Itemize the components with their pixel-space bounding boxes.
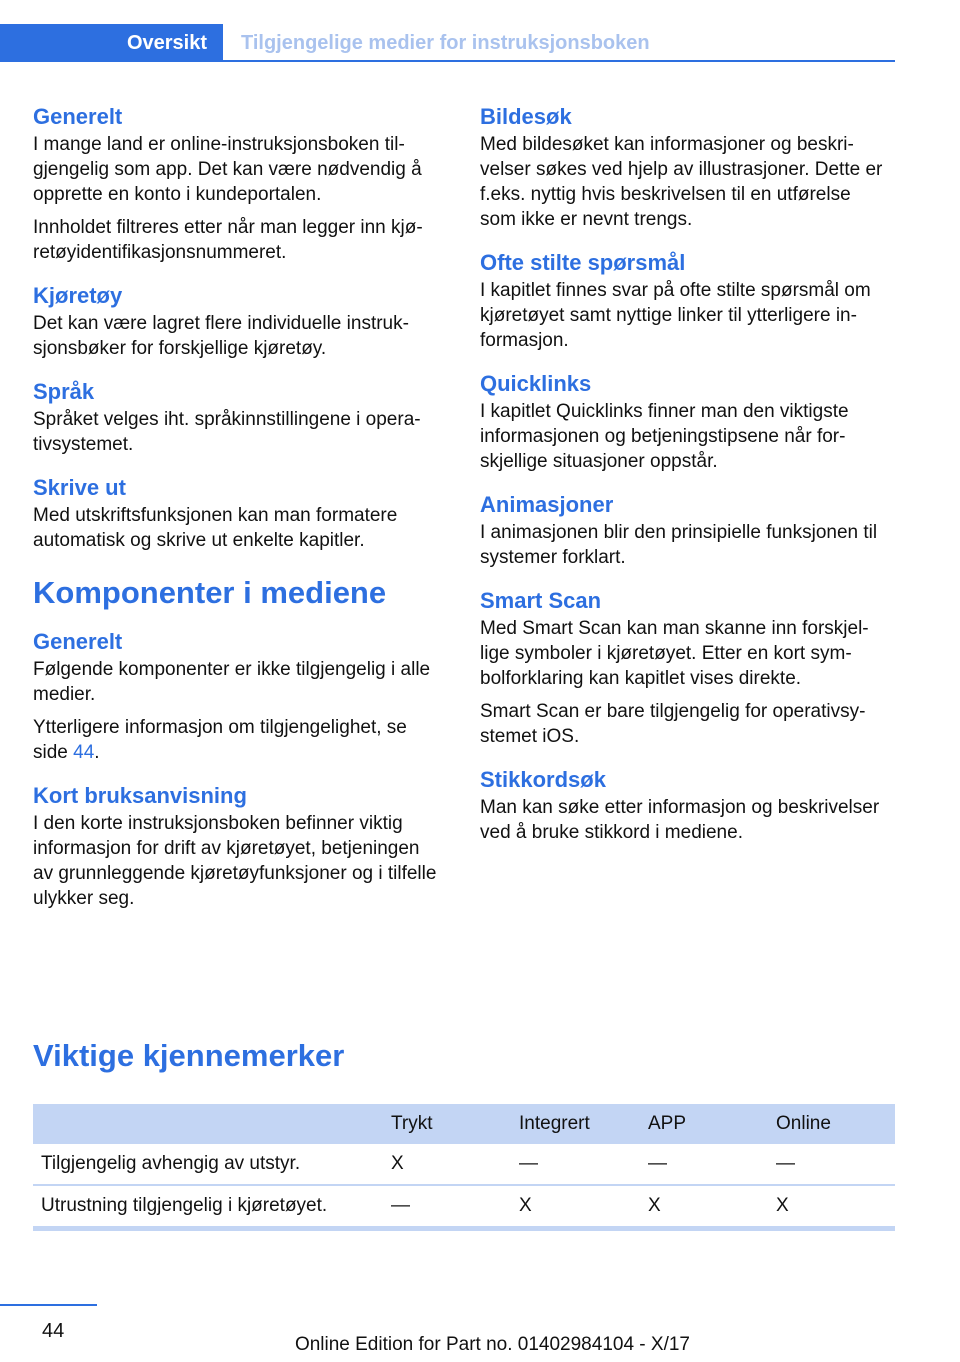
footer-divider [0,1304,97,1306]
section-heading: Kort bruksanvisning [33,783,247,808]
paragraph-with-link [33,715,443,765]
section-heading: Kjøretøy [33,283,123,308]
table-cell: X [640,1185,768,1229]
components-title: Komponenter i mediene [33,575,387,610]
paragraph: Med Smart Scan kan man skanne inn forskjellige symboler i kjøretøyet. Etter en kort symbolforklaring kan kapitlet vises direkte. [480,618,869,689]
section-heading: Smart Scan [480,588,602,613]
section-heading: Animasjoner [480,492,614,517]
column-header [33,1104,383,1144]
table-cell: — [768,1144,895,1185]
table-cell: — [383,1185,511,1229]
section-heading: Bildesøk [480,104,572,129]
section-heading: Generelt [33,104,123,129]
section-animasjoner [480,490,890,570]
tab-available-media[interactable]: Tilgjengelige medier for instruksjonsboken [241,32,650,54]
section-heading: Språk [33,379,95,404]
section-kort-bruksanvisning [33,781,443,911]
section-heading: Ofte stilte spørsmål [480,250,686,275]
text: . [94,742,100,763]
section-sprak [33,377,443,457]
paragraph: Med bildesøket kan informasjoner og beskrivelser søkes ved hjelp av illustrasjoner. Dette er f.eks. nyttig hvis beskrivelsen til en utførelse som ikke er nevnt trengs. [480,134,883,230]
paragraph: I kapitlet finnes svar på ofte stilte spørsmål om kjøretøyet samt nyttige linker til ytterligere informasjon. [480,280,871,351]
text: Ytterligere informasjon om tilgjengelighet, se side [33,717,407,763]
tab-oversikt[interactable]: Oversikt [0,24,223,62]
table-cell: X [383,1144,511,1185]
paragraph: Med utskriftsfunksjonen kan man formatere automatisk og skrive ut enkelte kapitler. [33,505,398,551]
table-cell: X [768,1185,895,1229]
paragraph: I animasjonen blir den prinsipielle funksjonen til systemer forklart. [480,522,878,568]
marks-title: Viktige kjennemerker [33,1038,345,1073]
header-divider [0,60,895,62]
section-smart-scan [480,586,890,749]
page-link[interactable]: 44 [73,742,95,763]
right-column [480,102,890,861]
paragraph: Det kan være lagret flere individuelle instruksjonsbøker for forskjellige kjøretøy. [33,313,409,359]
table-row [33,1185,895,1229]
section-generelt-components [33,627,443,765]
paragraph: Innholdet filtreres etter når man legger inn kjøretøyidentifikasjonsnummeret. [33,217,423,263]
section-heading: Generelt [33,629,123,654]
column-header: Trykt [383,1104,511,1144]
edition-note: Online Edition for Part no. 01402984104 - X/17 [294,1334,690,1355]
paragraph: Smart Scan er bare tilgjengelig for operativsystemet iOS. [480,701,866,747]
column-header: APP [640,1104,768,1144]
paragraph: Man kan søke etter informasjon og beskrivelser ved å bruke stikkord i mediene. [480,797,880,843]
section-quicklinks [480,369,890,474]
column-header: Online [768,1104,895,1144]
paragraph: I kapitlet Quicklinks finner man den viktigste informasjonen og betjeningstipsene når forskjellige situasjoner oppstår. [480,401,849,472]
section-heading: Stikkordsøk [480,767,606,792]
page-number: 44 [42,1320,65,1342]
section-kjoretoy [33,281,443,361]
section-heading: Quicklinks [480,371,592,396]
paragraph: Språket velges iht. språkinnstillingene i operativsystemet. [33,409,421,455]
section-ofte-stilte [480,248,890,353]
paragraph: I mange land er online-instruksjonsboken tilgjengelig som app. Det kan være nødvendig å opprette en konto i kundeportalen. [33,134,422,205]
table-cell: — [511,1144,640,1185]
column-header: Integrert [511,1104,640,1144]
left-column [33,102,443,927]
page-header [0,0,895,62]
marks-table [33,1104,895,1231]
table-cell: Tilgjengelig avhengig av utstyr. [33,1144,383,1185]
table-cell: X [511,1185,640,1229]
table-header-row [33,1104,895,1144]
paragraph: Følgende komponenter er ikke tilgjengelig i alle medier. [33,659,431,705]
table-cell: — [640,1144,768,1185]
section-heading: Skrive ut [33,475,126,500]
section-generelt [33,102,443,265]
section-bildesok [480,102,890,232]
paragraph: I den korte instruksjonsboken befinner viktig informasjon for drift av kjøretøyet, betjeningen av grunnleggende kjøretøyfunksjoner og i tilfelle ulykker seg. [33,813,437,909]
section-stikkordsok [480,765,890,845]
table-cell: Utrustning tilgjengelig i kjøretøyet. [33,1185,383,1229]
section-skrive-ut [33,473,443,553]
table-row [33,1144,895,1185]
